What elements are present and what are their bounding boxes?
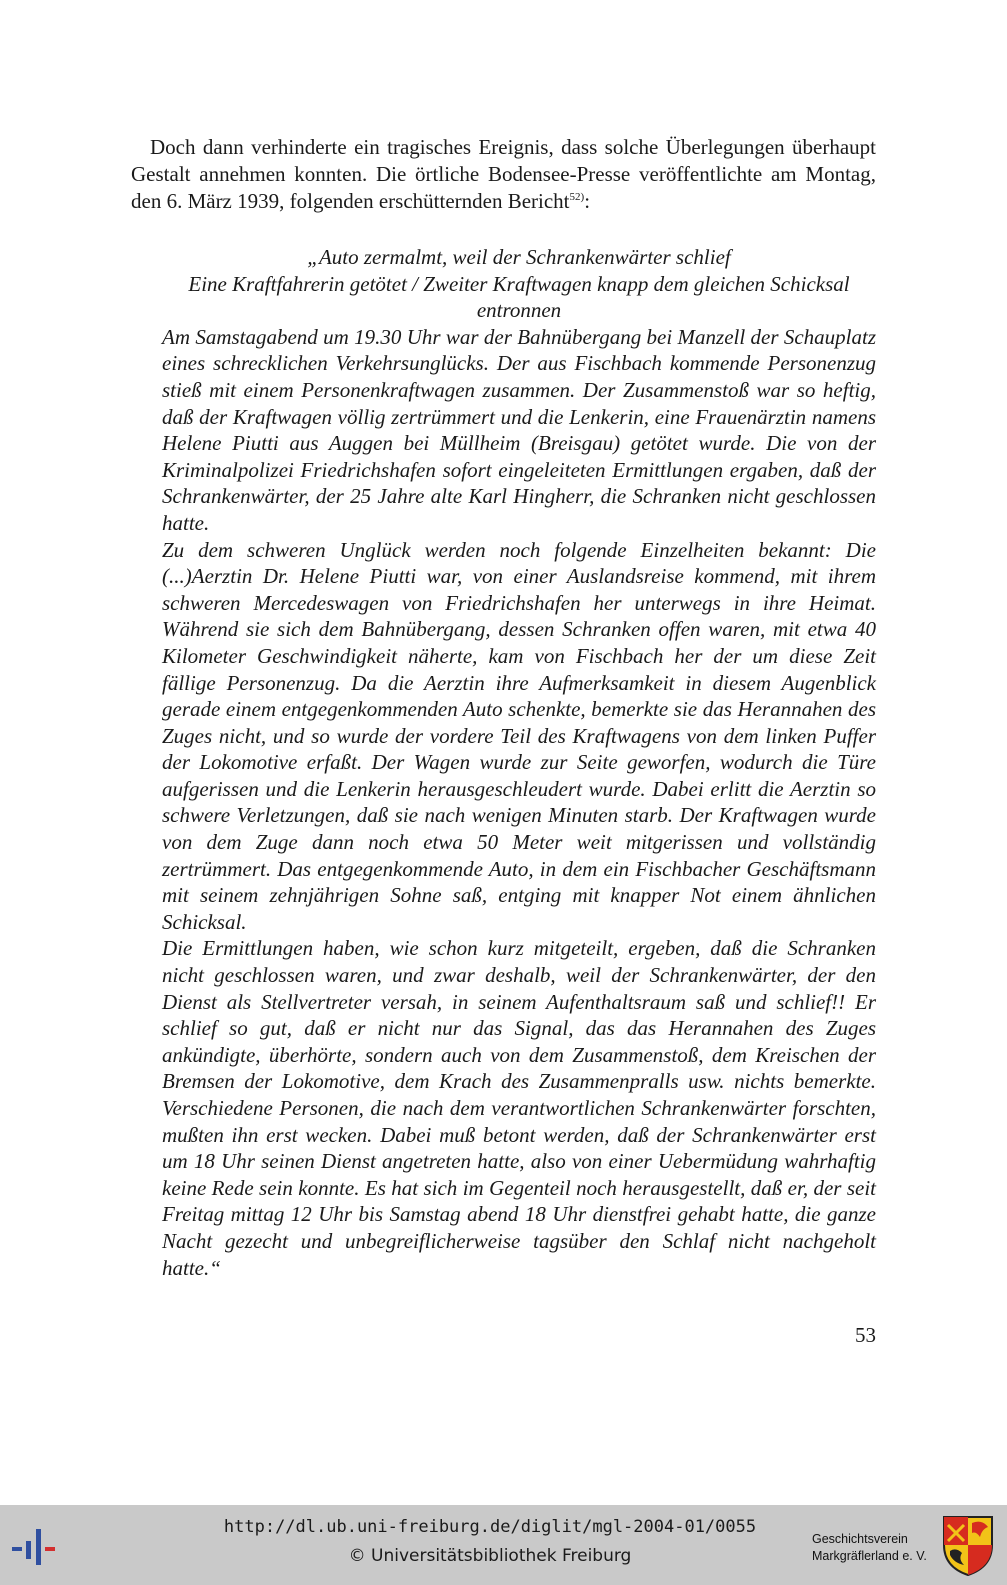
quote-paragraph: Die Ermittlungen haben, wie schon kurz mitgeteilt, ergeben, daß die Schranken nicht geschlossen waren, und zwar deshalb, weil der Schrankenwärter, der den Dienst als Stellvertreter versah, in seinem Aufenthaltsraum saß und schlief!! Er schlief so gut, daß er nicht nur das Signal, das das Herannahen des Zuges ankündigte, überhörte, sondern auch von dem Zusammenstoß, dem Kreischen der Bremsen der Lokomotive, dem Krach des Zusammenpralls usw. nichts bemerkte. Verschiedene Personen, die nach dem verantwortlichen Schrankenwärter forschten, mußten ihn erst wecken. Dabei muß betont werden, daß der Schrankenwärter erst um 18 Uhr seinen Dienst angetreten hatte, also von einer Uebermüdung wahrhaftig keine Rede sein konnte. Es hat sich im Gegenteil noch herausgestellt, daß er, der seit Freitag mittag 12 Uhr bis Samstag abend 18 Uhr dienstfrei gehabt hatte, die ganze Nacht gezecht und unbegreiflicherweise tagsüber den Schlaf nicht nachgeholt hatte.“ — [162, 936, 876, 1280]
footer-bar — [0, 1505, 1007, 1585]
footer-citation — [170, 1513, 810, 1571]
newspaper-quote — [162, 244, 876, 1281]
association-line-2: Markgräflerland e. V. — [812, 1549, 927, 1563]
intro-text-end: : — [584, 189, 591, 213]
quote-paragraph: Am Samstagabend um 19.30 Uhr war der Bahnübergang bei Manzell der Schauplatz eines schrecklichen Verkehrsunglücks. Der aus Fischbach kommende Personenzug stieß mit einem Personenkraftwagen zusammen. Der Zusammenstoß war so heftig, daß der Kraftwagen völlig zertrümmert und die Lenkerin, eine Frauenärztin namens Helene Piutti aus Auggen bei Müllheim (Breisgau) getötet wurde. Die von der Kriminalpolizei Friedrichshafen sofort eingeleiteten Ermittlungen ergaben, daß der Schrankenwärter, der 25 Jahre alte Karl Hingherr, die Schranken nicht geschlossen hatte. — [162, 324, 876, 535]
footer-url[interactable]: http://dl.ub.uni-freiburg.de/diglit/mgl-2004-01/0055 — [223, 1517, 757, 1537]
ub-freiburg-logo-icon[interactable] — [10, 1519, 66, 1575]
quote-subheadline: Eine Kraftfahrerin getötet / Zweiter Kraftwagen knapp dem gleichen Schicksal entronnen — [188, 271, 850, 323]
association-line-1: Geschichtsverein — [812, 1532, 908, 1546]
intro-paragraph — [131, 134, 876, 215]
association-name — [812, 1531, 942, 1565]
quote-headline: „Auto zermalmt, weil der Schrankenwärter schlief — [307, 245, 731, 269]
quote-paragraph: Zu dem schweren Unglück werden noch folgende Einzelheiten bekannt: Die (...)Aerztin Dr. Helene Piutti war, von einer Auslandsreise kommend, mit ihrem schweren Mercedeswagen von Friedrichshafen her unterwegs in ihre Heimat. Während sie sich dem Bahnübergang, dessen Schranken offen waren, mit etwa 40 Kilometer Geschwindigkeit näherte, kam von Fischbach her der um diese Zeit fällige Personenzug. Da die Aerztin ihre Aufmerksamkeit in diesem Augenblick gerade einem entgegenkommenden Auto schenkte, bemerkte sie das Herannahen des Zuges nicht, und so wurde der vordere Teil des Kraftwagens von dem linken Puffer der Lokomotive erfaßt. Der Wagen wurde zur Seite geworfen, wodurch die Türe aufgerissen und die Lenkerin herausgeschleudert wurde. Dabei erlitt die Aerztin so schwere Verletzungen, daß sie nach wenigen Minuten starb. Der Kraftwagen wurde von dem Zuge dann noch etwa 50 Meter weit mitgerissen und vollständig zertrümmert. Das entgegenkommende Auto, in dem ein Fischbacher Geschäftsmann mit seinem zehnjährigen Sohne saß, entging mit knapper Not einem ähnlichen Schicksal. — [162, 537, 876, 934]
coat-of-arms-icon — [942, 1515, 994, 1577]
footer-copyright: © Universitätsbibliothek Freiburg — [348, 1546, 632, 1566]
footnote-reference[interactable]: 52) — [569, 191, 585, 203]
intro-text: Doch dann verhinderte ein tragisches Ereignis, dass solche Überlegungen überhaupt Gestalt annehmen konnten. Die örtliche Bodensee-Presse veröffentlichte am Montag, den 6. März 1939, folgenden erschütternden Bericht — [131, 135, 876, 213]
page-number: 53 — [855, 1323, 876, 1347]
